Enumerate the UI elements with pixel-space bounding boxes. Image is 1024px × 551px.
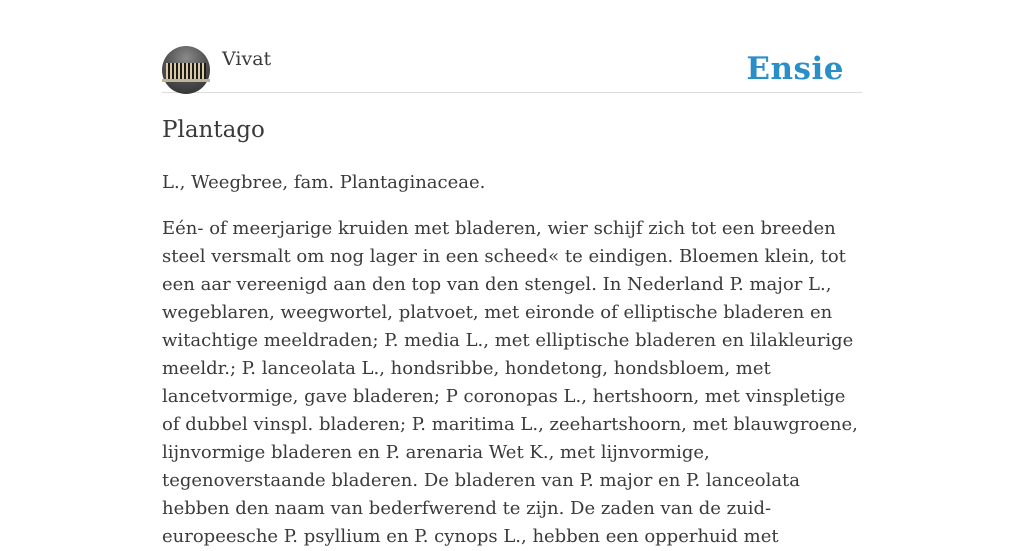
site-name-link[interactable]: Vivat (222, 48, 272, 70)
bookshelf-avatar-icon[interactable] (162, 46, 210, 94)
site-header (162, 46, 862, 93)
article-title: Plantago (162, 117, 265, 143)
ensie-logo[interactable]: Ensie (746, 51, 844, 87)
shelf-graphic (162, 79, 210, 82)
article-body: Eén- of meerjarige kruiden met bladeren, wier schijf zich tot een breeden steel versmalt om nog lager in een scheed« te eindigen. Bloemen klein, tot een aar vereenigd aan den top van den stengel. In Nederland P. major L., wegeblaren, weegwortel, platvoet, met eironde of elliptische bladeren en witachtige meeldraden; P. media L., met elliptische bladeren en lilakleurige meeldr.; P. lanceolata L., hondsribbe, hondetong, hondsbloem, met lancetvormige, gave bladeren; P coronopas L., hertshoorn, met vinspletige of dubbel vinspl. bladeren; P. maritima L., zeehartshoorn, met blauwgroene, lijnvormige bladeren en P. arenaria Wet K., met lijnvormige, tegenoverstaande bladeren. De bladeren van P. major en P. lanceolata hebben den naam van bederfwerend te zijn. De zaden van de zuid-europeesche P. psyllium en P. cynops L., hebben een opperhuid met (162, 218, 858, 547)
books-graphic (166, 63, 206, 79)
article-subtitle: L., Weegbree, fam. Plantaginaceae. (162, 172, 486, 193)
